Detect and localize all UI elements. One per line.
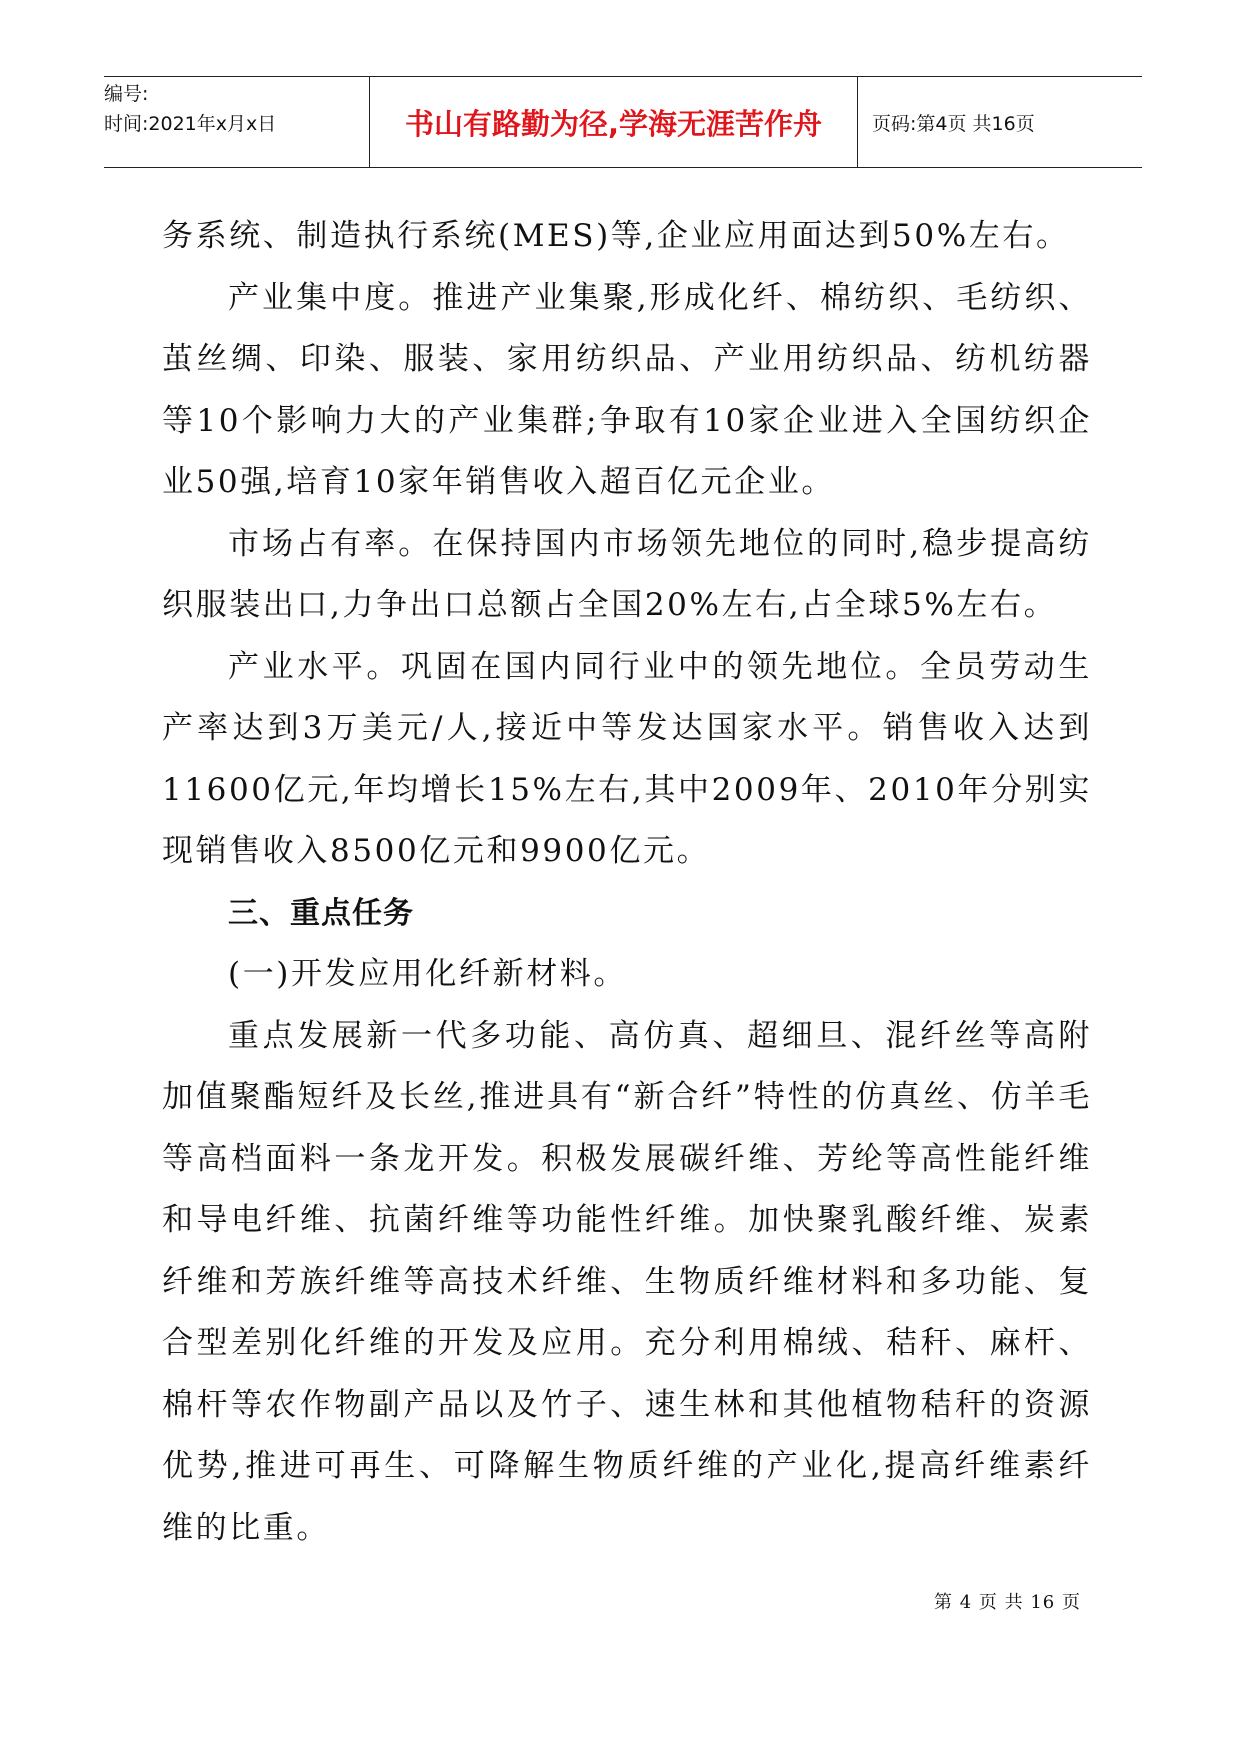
page-header — [104, 76, 1142, 168]
document-body — [162, 206, 1092, 1559]
page-footer: 第 4 页 共 16 页 — [934, 1592, 1081, 1613]
paragraph-fiber-development: 重点发展新一代多功能、高仿真、超细旦、混纤丝等高附加值聚酯短纤及长丝,推进具有“新合纤”特性的仿真丝、仿羊毛等高档面料一条龙开发。积极发展碳纤维、芳纶等高性能纤维和导电纤维、抗菌纤维等功能性纤维。加快聚乳酸纤维、炭素纤维和芳族纤维等高技术纤维、生物质纤维材料和多功能、复合型差别化纤维的开发及应用。充分利用棉绒、秸秆、麻杆、棉杆等农作物副产品以及竹子、速生林和其他植物秸秆的资源优势,推进可再生、可降解生物质纤维的产业化,提高纤维素纤维的比重。 — [162, 1017, 1092, 1546]
page-code: 页码:第4页 共16页 — [872, 112, 1035, 135]
paragraph-industry-level: 产业水平。巩固在国内同行业中的领先地位。全员劳动生产率达到3万美元/人,接近中等发达国家水平。销售收入达到11600亿元,年均增长15%左右,其中2009年、2010年分别实现销售收入8500亿元和9900亿元。 — [162, 648, 1092, 869]
header-page-cell — [858, 77, 1142, 167]
motto-text: 书山有路勤为径,学海无涯苦作舟 — [404, 106, 823, 141]
paragraph-industry-concentration: 产业集中度。推进产业集聚,形成化纤、棉纺织、毛纺织、茧丝绸、印染、服装、家用纺织品、产业用纺织品、纺机纺器等10个影响力大的产业集群;争取有10家企业进入全国纺织企业50强,培育10家年销售收入超百亿元企业。 — [162, 279, 1092, 500]
paragraph-continuation: 务系统、制造执行系统(MES)等,企业应用面达到50%左右。 — [162, 218, 1070, 254]
section-heading-key-tasks: 三、重点任务 — [228, 895, 414, 931]
serial-label: 编号: — [104, 83, 149, 105]
header-meta-cell — [104, 77, 370, 167]
subsection-heading-fiber-materials: (一)开发应用化纤新材料。 — [228, 956, 627, 992]
time-label: 时间:2021年x月x日 — [104, 113, 277, 135]
paragraph-market-share: 市场占有率。在保持国内市场领先地位的同时,稳步提高纺织服装出口,力争出口总额占全国20%左右,占全球5%左右。 — [162, 525, 1092, 623]
header-motto-cell — [370, 77, 858, 167]
